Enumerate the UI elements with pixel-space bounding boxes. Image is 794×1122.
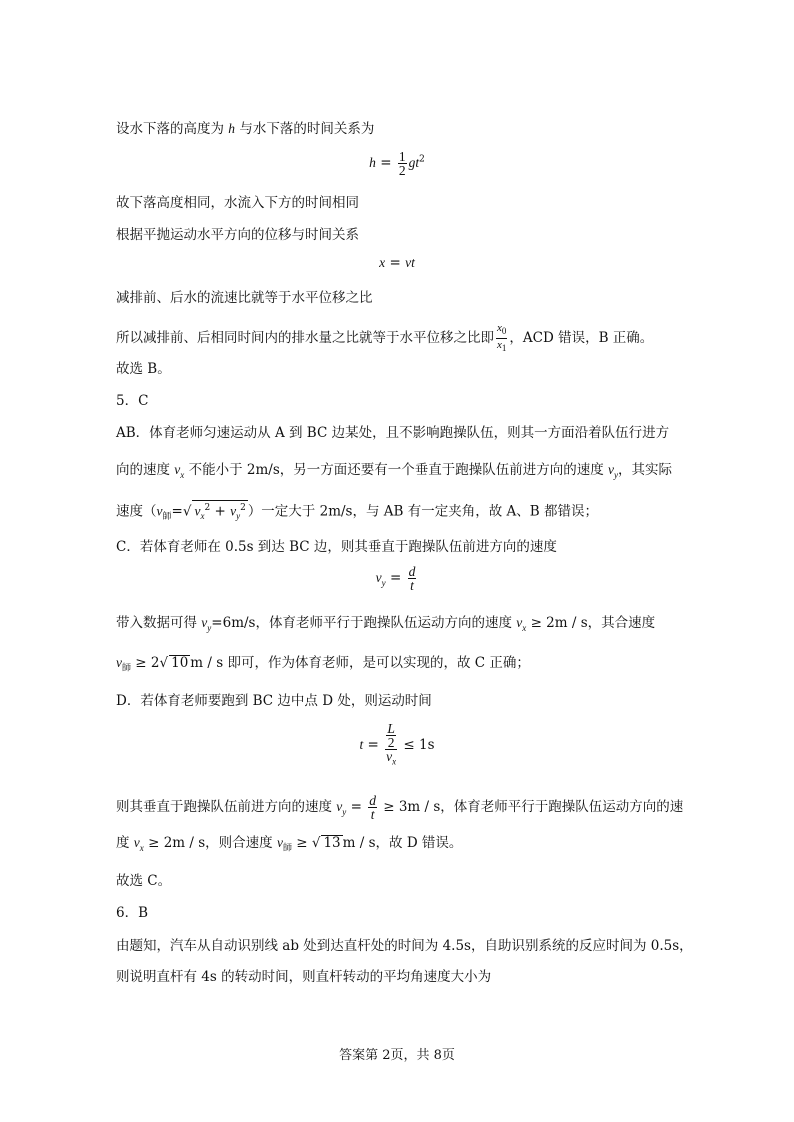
text-line: AB．体育老师匀速运动从 A 到 BC 边某处，且不影响跑操队伍，则其一方面沿着队伍行进方 [116,425,670,441]
text-line: 带入数据可得 $v_y=6m/s$，体育老师平行于跑操队伍运动方向的速度 $v_x \ge 2m / s$，其合速度 [116,615,656,633]
text-line: 根据平抛运动水平方向的位移与时间关系 [116,227,359,243]
text-line: 减排前、后水的流速比就等于水平位移之比 [116,290,373,306]
text-line: 由题知，汽车从自动识别线 ab 处到达直杆处的时间为 4.5s，自助识别系统的反应时间为 0.5s， [116,938,693,954]
text-line: 则说明直杆有 4s 的转动时间，则直杆转动的平均角速度大小为 [116,969,492,985]
text-line: 设水下落的高度为 h 与水下落的时间关系为 [116,121,375,137]
text-line: C．若体育老师在 0.5s 到达 BC 边，则其垂直于跑操队伍前进方向的速度 [116,539,557,555]
text-line: 度 $v_x \ge 2m / s$，则合速度 $v_師$ ≥ √ 13 m / s，故 D 错误。 [116,835,463,854]
page-footer: 答案第 2页，共 8页 [339,1048,455,1063]
text-line: 所以减排前、后相同时间内的排水量之比就等于水平位移之比即 $\frac{x_0}{x_1}$ ，ACD 错误，B 正确。 [116,322,654,354]
equation-vy: $v_y$ = $\frac{d}{t}$ [375,564,416,593]
text-line: 故选 B。 [116,361,171,377]
equation-h: h = $\frac{1}{2}$ $gt^2$ [369,149,425,178]
text-line: 向的速度 $v_x$ 不能小于 2m/s，另一方面还要有一个垂直于跑操队伍前进方向的速度 $v_y$，其实际 [116,462,673,480]
text-line: 故选 C。 [116,873,172,889]
question-number: 6．B [116,905,149,921]
equation-t: t = $\frac{\frac{L}{2}}{v_x}$ ≤ 1s [359,721,435,767]
question-number: 5．C [116,393,149,409]
text-line: 速度（$v_師=√$ $v_x^2 + v_y^2$ ）一定大于 2m/s，与 AB 有一定夹角，故 A、B 都错误； [116,500,598,526]
text-line: 故下落高度相同，水流入下方的时间相同 [116,195,359,211]
equation-x: x = vt [379,255,415,271]
text-line: $v_師 \ge 2√$ 10 m / s 即可，作为体育老师，是可以实现的，故 C 正确； [116,655,530,674]
text-line: D．若体育老师要跑到 BC 边中点 D 处，则运动时间 [116,693,432,709]
text-line: 则其垂直于跑操队伍前进方向的速度 $v_y$ = $\frac{d}{t}$ ≥ 3m / s，体育老师平行于跑操队伍运动方向的速 [116,793,684,822]
